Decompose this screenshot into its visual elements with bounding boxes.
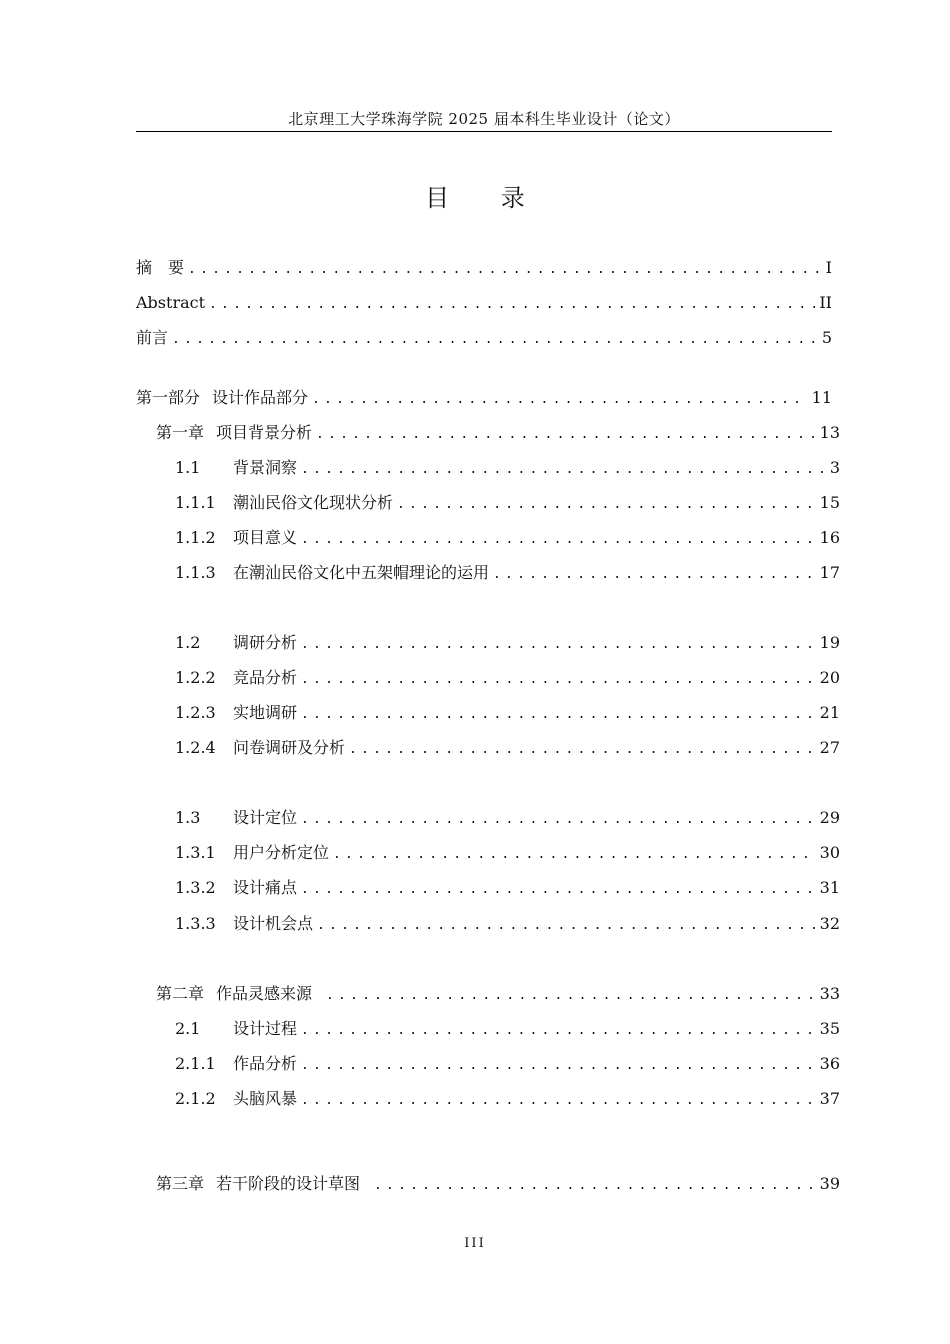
toc-entry-title: 用户分析定位 (233, 843, 330, 862)
toc-entry-title: 在潮汕民俗文化中五架帽理论的运用 (233, 563, 490, 582)
toc-leader-dots (172, 328, 818, 352)
toc-entry-label (156, 1172, 360, 1196)
toc-entry-title: 实地调研 (233, 703, 298, 722)
toc-entry-label (175, 806, 297, 830)
toc-leader-dots (301, 1054, 816, 1078)
toc-entry-label (156, 982, 312, 1006)
toc-entry-part-1[interactable] (136, 386, 832, 410)
toc-entry-number: 2.1.1 (175, 1054, 216, 1073)
toc-entry-number: 第一章 (156, 423, 205, 442)
toc-entry-page: 37 (819, 1089, 840, 1108)
toc-entry-chapter-2[interactable] (156, 982, 840, 1006)
toc-entry-2-1-2[interactable] (175, 1087, 840, 1111)
toc-entry-1-1-1[interactable] (175, 491, 840, 515)
toc-entry-number: 1.2 (175, 633, 201, 652)
toc-entry-2-1[interactable] (175, 1017, 840, 1041)
toc-entry-page: 19 (819, 633, 840, 652)
toc-entry-1-1[interactable] (175, 456, 840, 480)
toc-entry-1-2-3[interactable] (175, 701, 840, 725)
toc-entry-label (175, 876, 297, 900)
toc-entry-number: 2.1.2 (175, 1089, 216, 1108)
toc-entry-title: 设计过程 (233, 1019, 298, 1038)
toc-entry-chapter-3[interactable] (156, 1172, 840, 1196)
toc-leader-dots (301, 1089, 816, 1113)
toc-entry-page: 5 (821, 328, 832, 347)
toc-leader-dots (326, 984, 816, 1008)
toc-entry-1-2-2[interactable] (175, 666, 840, 690)
toc-entry-number: 1.1.1 (175, 493, 216, 512)
toc-entry-title: 头脑风暴 (233, 1089, 298, 1108)
toc-entry-label (175, 666, 297, 690)
toc-leader-dots (317, 914, 816, 938)
toc-entry-page: 29 (819, 808, 840, 827)
toc-entry-page: 16 (819, 528, 840, 547)
toc-entry-number: 第一部分 (136, 388, 201, 407)
toc-title: 目 录 (425, 184, 547, 212)
toc-entry-page: 33 (819, 984, 840, 1003)
toc-leader-dots (374, 1174, 816, 1198)
toc-leader-dots (493, 563, 816, 587)
toc-entry-title: 调研分析 (233, 633, 298, 652)
toc-leader-dots (333, 843, 816, 867)
toc-entry-title: 设计作品部分 (212, 388, 309, 407)
toc-entry-page: 21 (819, 703, 840, 722)
toc-entry-label (175, 912, 313, 936)
toc-entry-label (175, 1052, 297, 1076)
toc-entry-label (175, 526, 297, 550)
toc-entry-1-3-1[interactable] (175, 841, 840, 865)
toc-entry-preface[interactable] (136, 326, 832, 350)
toc-entry-title: 若干阶段的设计草图 (216, 1174, 361, 1193)
toc-entry-number: 第二章 (156, 984, 205, 1003)
toc-entry-abstract-cn[interactable] (136, 256, 832, 280)
toc-entry-label (175, 561, 489, 585)
toc-leader-dots (301, 458, 826, 482)
toc-entry-1-2[interactable] (175, 631, 840, 655)
toc-entry-title: 项目背景分析 (216, 423, 313, 442)
page-number: III (464, 1236, 486, 1251)
toc-entry-1-1-3[interactable] (175, 561, 840, 585)
toc-entry-number: 1.3 (175, 808, 201, 827)
toc-entry-label (175, 841, 329, 865)
toc-entry-label: 前言 (136, 328, 169, 347)
toc-entry-number: 1.2.2 (175, 668, 216, 687)
toc-entry-page: 35 (819, 1019, 840, 1038)
toc-entry-page: 36 (819, 1054, 840, 1073)
running-header: 北京理工大学珠海学院 2025 届本科生毕业设计（论文） (288, 110, 680, 128)
toc-entry-title: 设计痛点 (233, 878, 298, 897)
toc-entry-label (175, 1087, 297, 1111)
toc-leader-dots (349, 738, 816, 762)
toc-leader-dots (397, 493, 816, 517)
toc-entry-page: 3 (829, 458, 840, 477)
toc-entry-label (175, 491, 393, 515)
toc-entry-number: 1.3.3 (175, 914, 216, 933)
toc-entry-abstract-en[interactable] (136, 291, 832, 315)
toc-entry-title: 作品灵感来源 (216, 984, 313, 1003)
toc-entry-1-3[interactable] (175, 806, 840, 830)
toc-entry-label (175, 631, 297, 655)
toc-entry-label (175, 701, 297, 725)
toc-entry-number: 第三章 (156, 1174, 205, 1193)
toc-leader-dots (301, 703, 816, 727)
toc-entry-number: 1.1 (175, 458, 201, 477)
toc-entry-page: 17 (819, 563, 840, 582)
toc-leader-dots (301, 633, 816, 657)
toc-entry-page: 39 (819, 1174, 840, 1193)
toc-entry-title: 问卷调研及分析 (233, 738, 346, 757)
toc-entry-title: 背景洞察 (233, 458, 298, 477)
toc-entry-page: 27 (819, 738, 840, 757)
toc-entry-number: 1.2.4 (175, 738, 216, 757)
toc-entry-1-1-2[interactable] (175, 526, 840, 550)
toc-entry-page: I (825, 258, 832, 277)
toc-entry-title: 竞品分析 (233, 668, 298, 687)
toc-leader-dots (301, 808, 816, 832)
toc-entry-1-3-3[interactable] (175, 912, 840, 936)
toc-entry-title: 设计机会点 (233, 914, 314, 933)
toc-leader-dots (301, 528, 816, 552)
toc-leader-dots (301, 878, 816, 902)
toc-entry-title: 设计定位 (233, 808, 298, 827)
toc-entry-label (175, 736, 345, 760)
toc-entry-label (175, 456, 297, 480)
toc-entry-number: 2.1 (175, 1019, 201, 1038)
toc-entry-page: 15 (819, 493, 840, 512)
toc-entry-1-3-2[interactable] (175, 876, 840, 900)
toc-leader-dots (316, 423, 816, 447)
toc-leader-dots (209, 293, 815, 317)
toc-entry-chapter-1[interactable] (156, 421, 840, 445)
toc-entry-page: 20 (819, 668, 840, 687)
toc-leader-dots (301, 1019, 816, 1043)
toc-entry-title: 作品分析 (233, 1054, 298, 1073)
toc-entry-number: 1.3.2 (175, 878, 216, 897)
toc-entry-1-2-4[interactable] (175, 736, 840, 760)
toc-entry-number: 1.2.3 (175, 703, 216, 722)
toc-entry-label: Abstract (136, 293, 206, 312)
toc-entry-2-1-1[interactable] (175, 1052, 840, 1076)
toc-entry-number: 1.1.3 (175, 563, 216, 582)
toc-leader-dots (301, 668, 816, 692)
toc-entry-page: 32 (819, 914, 840, 933)
toc-entry-page: 31 (819, 878, 840, 897)
toc-leader-dots (188, 258, 822, 282)
toc-entry-number: 1.3.1 (175, 843, 216, 862)
toc-entry-page: 13 (819, 423, 840, 442)
toc-entry-page: II (819, 293, 832, 312)
toc-entry-title: 潮汕民俗文化现状分析 (233, 493, 394, 512)
toc-entry-number: 1.1.2 (175, 528, 216, 547)
toc-entry-page: 30 (819, 843, 840, 862)
toc-entry-label: 摘 要 (136, 258, 185, 277)
toc-entry-title: 项目意义 (233, 528, 298, 547)
toc-entry-label (136, 386, 308, 410)
toc-entry-page: 11 (811, 388, 832, 407)
toc-entry-label (175, 1017, 297, 1041)
toc-entry-label (156, 421, 312, 445)
toc-leader-dots (312, 388, 808, 412)
